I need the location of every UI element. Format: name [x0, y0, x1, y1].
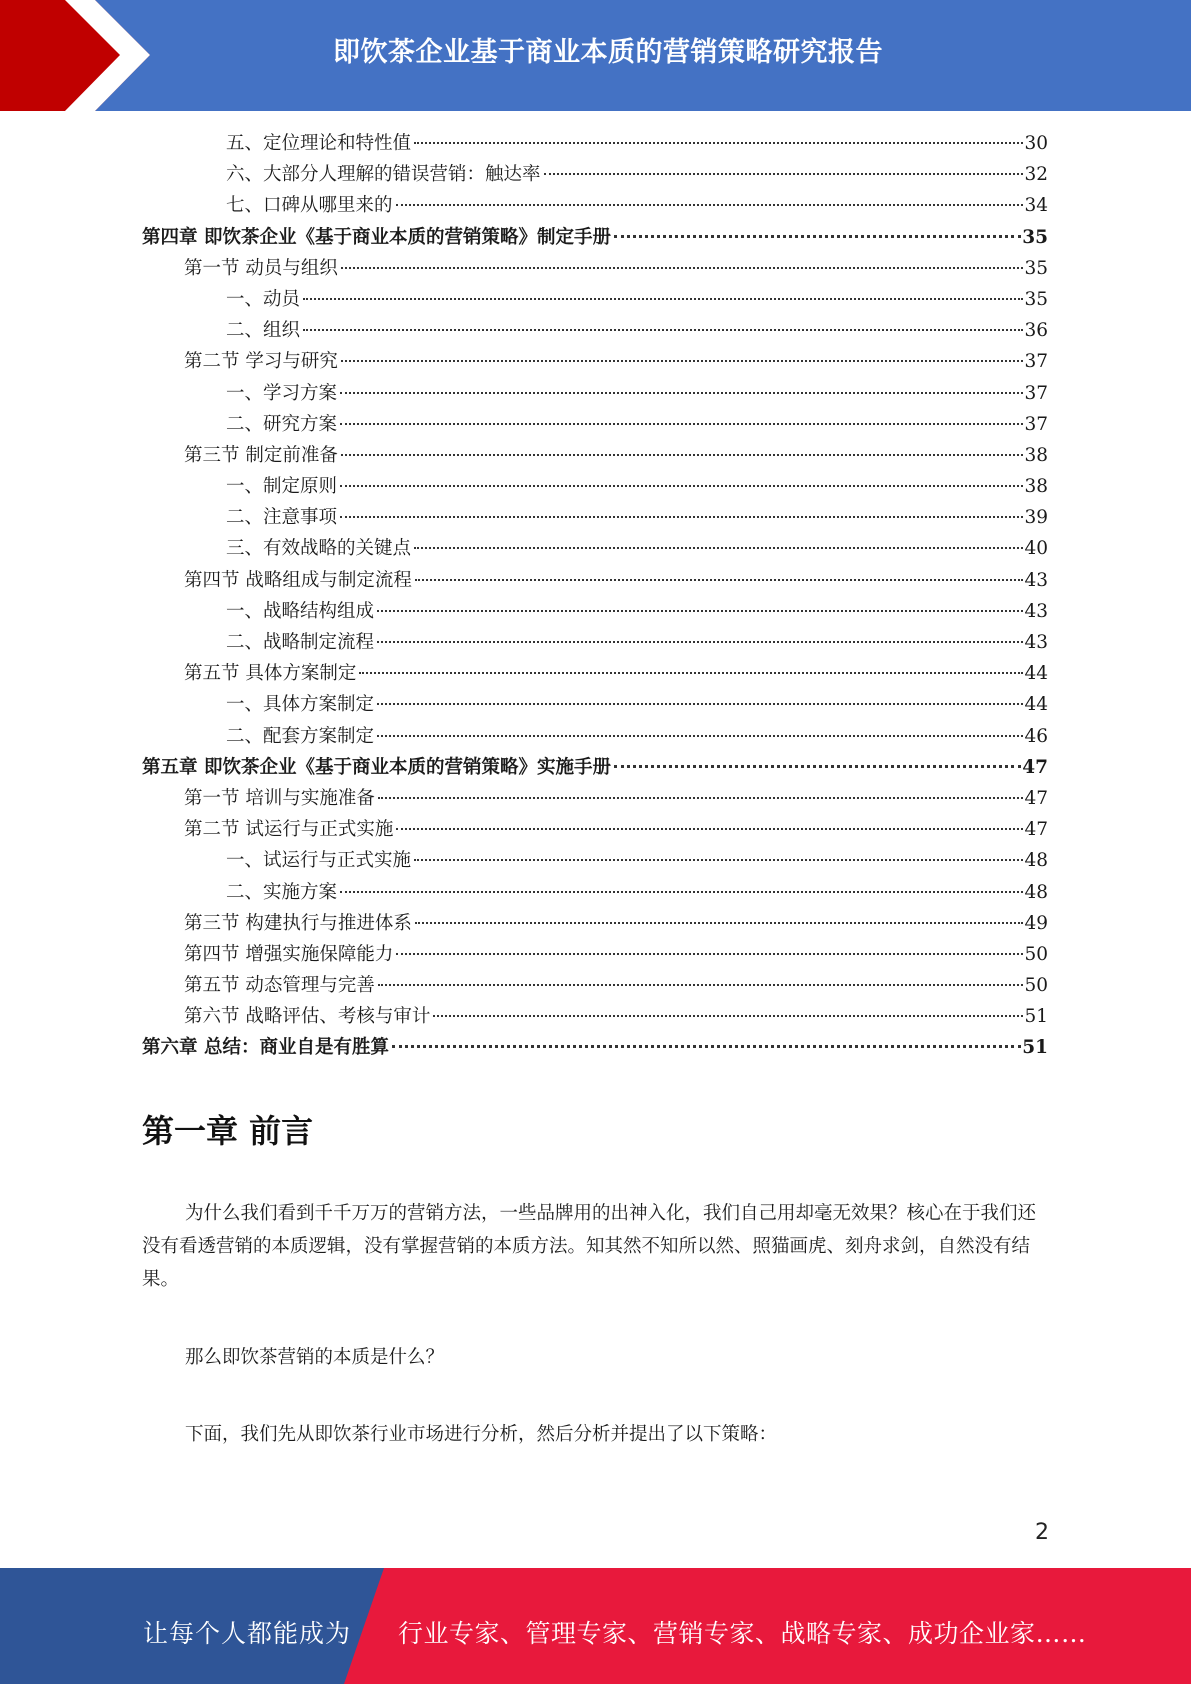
toc-page-number: 43: [1024, 569, 1048, 591]
toc-dot-leader: [396, 953, 1023, 955]
chapter-title: 第一章 前言: [142, 1112, 314, 1150]
report-title: 即饮茶企业基于商业本质的营销策略研究报告: [333, 37, 883, 68]
toc-dot-leader: [340, 423, 1023, 425]
toc-section-entry[interactable]: [142, 346, 1048, 377]
toc-subsection-entry[interactable]: [142, 596, 1048, 627]
toc-subsection-entry[interactable]: [142, 128, 1048, 159]
toc-page-number: 48: [1024, 850, 1048, 872]
toc-page-number: 40: [1024, 538, 1048, 560]
toc-subsection-entry[interactable]: [142, 315, 1048, 346]
toc-subsection-entry[interactable]: [142, 533, 1048, 564]
toc-page-number: 37: [1024, 382, 1048, 404]
toc-entry-title: 七、口碑从哪里来的: [226, 195, 393, 217]
toc-page-number: 30: [1024, 133, 1048, 154]
toc-entry-title: 二、注意事项: [226, 507, 338, 529]
toc-entry-title: 一、制定原则: [226, 476, 338, 498]
toc-subsection-entry[interactable]: [142, 689, 1048, 720]
toc-page-number: 43: [1024, 600, 1048, 622]
toc-entry-title: 第五节 动态管理与完善: [184, 975, 375, 997]
toc-dot-leader: [341, 360, 1024, 362]
toc-chapter-entry[interactable]: [142, 1032, 1048, 1063]
toc-page-number: 47: [1024, 787, 1048, 809]
toc-dot-leader: [378, 797, 1024, 799]
toc-dot-leader: [614, 765, 1021, 768]
toc-page-number: 49: [1024, 912, 1048, 934]
toc-dot-leader: [392, 1045, 1021, 1048]
toc-dot-leader: [377, 703, 1023, 705]
toc-subsection-entry[interactable]: [142, 502, 1048, 533]
toc-entry-title: 一、试运行与正式实施: [226, 850, 412, 872]
toc-page-number: 38: [1024, 444, 1048, 466]
toc-page-number: 47: [1024, 819, 1048, 841]
toc-dot-leader: [341, 267, 1024, 269]
toc-entry-title: 一、战略结构组成: [226, 600, 375, 622]
paragraph: 下面，我们先从即饮茶行业市场进行分析，然后分析并提出了以下策略：: [185, 1424, 778, 1445]
toc-page-number: 38: [1024, 476, 1048, 498]
toc-page-number: 50: [1024, 943, 1048, 965]
toc-page-number: 46: [1024, 725, 1048, 747]
toc-entry-title: 五、定位理论和特性值: [226, 133, 412, 154]
toc-entry-title: 第三节 构建执行与推进体系: [184, 912, 412, 934]
toc-page-number: 39: [1024, 507, 1048, 529]
toc-section-entry[interactable]: [142, 814, 1048, 845]
paragraph: 为什么我们看到千千万万的营销方法，一些品牌用的出神入化，我们自己用却毫无效果？核心在于我们还没有看透营销的本质逻辑，没有掌握营销的本质方法。知其然不知所以然、照猫画虎、刻舟求剑，自然没有结果。: [142, 1203, 1037, 1290]
toc-page-number: 35: [1024, 288, 1048, 310]
toc-entry-title: 第一节 培训与实施准备: [184, 787, 375, 809]
toc-dot-leader: [414, 142, 1023, 144]
page-footer: [0, 1568, 1191, 1684]
toc-entry-title: 第一节 动员与组织: [184, 257, 338, 279]
toc-section-entry[interactable]: [142, 908, 1048, 939]
toc-page-number: 37: [1024, 351, 1048, 373]
toc-dot-leader: [340, 392, 1023, 394]
toc-dot-leader: [303, 298, 1023, 300]
toc-dot-leader: [414, 547, 1023, 549]
toc-section-entry[interactable]: [142, 970, 1048, 1001]
toc-subsection-entry[interactable]: [142, 159, 1048, 190]
toc-page-number: 44: [1024, 663, 1048, 685]
toc-entry-title: 第四章 即饮茶企业《基于商业本质的营销策略》制定手册: [142, 226, 611, 248]
toc-section-entry[interactable]: [142, 783, 1048, 814]
toc-entry-title: 第二节 学习与研究: [184, 351, 338, 373]
toc-dot-leader: [396, 828, 1023, 830]
toc-subsection-entry[interactable]: [142, 721, 1048, 752]
toc-dot-leader: [378, 984, 1024, 986]
toc-entry-title: 二、配套方案制定: [226, 725, 375, 747]
toc-page-number: 50: [1024, 975, 1048, 997]
footer-slogan-right: 行业专家、管理专家、营销专家、战略专家、成功企业家……: [398, 1619, 1087, 1648]
toc-dot-leader: [377, 641, 1023, 643]
toc-dot-leader: [340, 516, 1023, 518]
toc-section-entry[interactable]: [142, 253, 1048, 284]
toc-entry-title: 第四节 增强实施保障能力: [184, 943, 394, 965]
toc-dot-leader: [340, 891, 1023, 893]
toc-subsection-entry[interactable]: [142, 190, 1048, 221]
toc-entry-title: 第六节 战略评估、考核与审计: [184, 1006, 431, 1028]
toc-entry-title: 第五节 具体方案制定: [184, 663, 357, 685]
toc-section-entry[interactable]: [142, 1001, 1048, 1032]
toc-page-number: 35: [1022, 226, 1048, 248]
toc-chapter-entry[interactable]: [142, 222, 1048, 253]
toc-entry-title: 一、学习方案: [226, 382, 338, 404]
toc-subsection-entry[interactable]: [142, 471, 1048, 502]
toc-page-number: 34: [1024, 195, 1048, 217]
page-number: 2: [1035, 1520, 1049, 1545]
toc-dot-leader: [303, 329, 1023, 331]
toc-dot-leader: [340, 485, 1023, 487]
toc-page-number: 35: [1024, 257, 1048, 279]
toc-subsection-entry[interactable]: [142, 877, 1048, 908]
toc-page-number: 43: [1024, 632, 1048, 653]
toc-section-entry[interactable]: [142, 565, 1048, 596]
toc-page-number: 36: [1024, 320, 1048, 342]
toc-dot-leader: [377, 735, 1023, 737]
footer-slogan-left: 让每个人都能成为: [143, 1619, 352, 1648]
toc-dot-leader: [359, 672, 1023, 674]
toc-chapter-entry[interactable]: [142, 752, 1048, 783]
toc-entry-title: 第二节 试运行与正式实施: [184, 819, 394, 841]
toc-entry-title: 三、有效战略的关键点: [226, 538, 412, 560]
toc-section-entry[interactable]: [142, 440, 1048, 471]
table-of-contents: [142, 128, 1048, 1064]
toc-entry-title: 一、动员: [226, 288, 301, 310]
toc-entry-title: 第三节 制定前准备: [184, 444, 338, 466]
toc-entry-title: 第六章 总结：商业自是有胜算: [142, 1037, 389, 1059]
toc-subsection-entry[interactable]: [142, 627, 1048, 658]
toc-subsection-entry[interactable]: [142, 409, 1048, 440]
paragraph: 那么即饮茶营销的本质是什么？: [185, 1347, 445, 1368]
toc-dot-leader: [341, 454, 1024, 456]
toc-entry-title: 二、研究方案: [226, 413, 338, 435]
toc-page-number: 37: [1024, 413, 1048, 435]
toc-dot-leader: [377, 610, 1023, 612]
page-header: [0, 0, 1191, 111]
toc-entry-title: 二、战略制定流程: [226, 632, 375, 653]
toc-page-number: 51: [1024, 1006, 1048, 1028]
toc-dot-leader: [396, 204, 1024, 206]
toc-page-number: 51: [1022, 1037, 1048, 1059]
toc-entry-title: 二、组织: [226, 320, 301, 342]
toc-entry-title: 六、大部分人理解的错误营销：触达率: [226, 164, 541, 186]
toc-dot-leader: [544, 173, 1024, 175]
toc-entry-title: 第五章 即饮茶企业《基于商业本质的营销策略》实施手册: [142, 756, 611, 778]
toc-entry-title: 二、实施方案: [226, 881, 338, 903]
toc-dot-leader: [414, 859, 1023, 861]
toc-subsection-entry[interactable]: [142, 845, 1048, 876]
toc-page-number: 48: [1024, 881, 1048, 903]
toc-entry-title: 一、具体方案制定: [226, 694, 375, 716]
toc-page-number: 32: [1024, 164, 1048, 186]
toc-dot-leader: [415, 922, 1024, 924]
toc-subsection-entry[interactable]: [142, 284, 1048, 315]
toc-entry-title: 第四节 战略组成与制定流程: [184, 569, 412, 591]
toc-dot-leader: [415, 579, 1024, 581]
toc-page-number: 47: [1022, 756, 1048, 778]
toc-section-entry[interactable]: [142, 658, 1048, 689]
toc-section-entry[interactable]: [142, 939, 1048, 970]
toc-subsection-entry[interactable]: [142, 378, 1048, 409]
toc-dot-leader: [433, 1015, 1023, 1017]
toc-dot-leader: [614, 235, 1021, 238]
toc-page-number: 44: [1024, 694, 1048, 716]
